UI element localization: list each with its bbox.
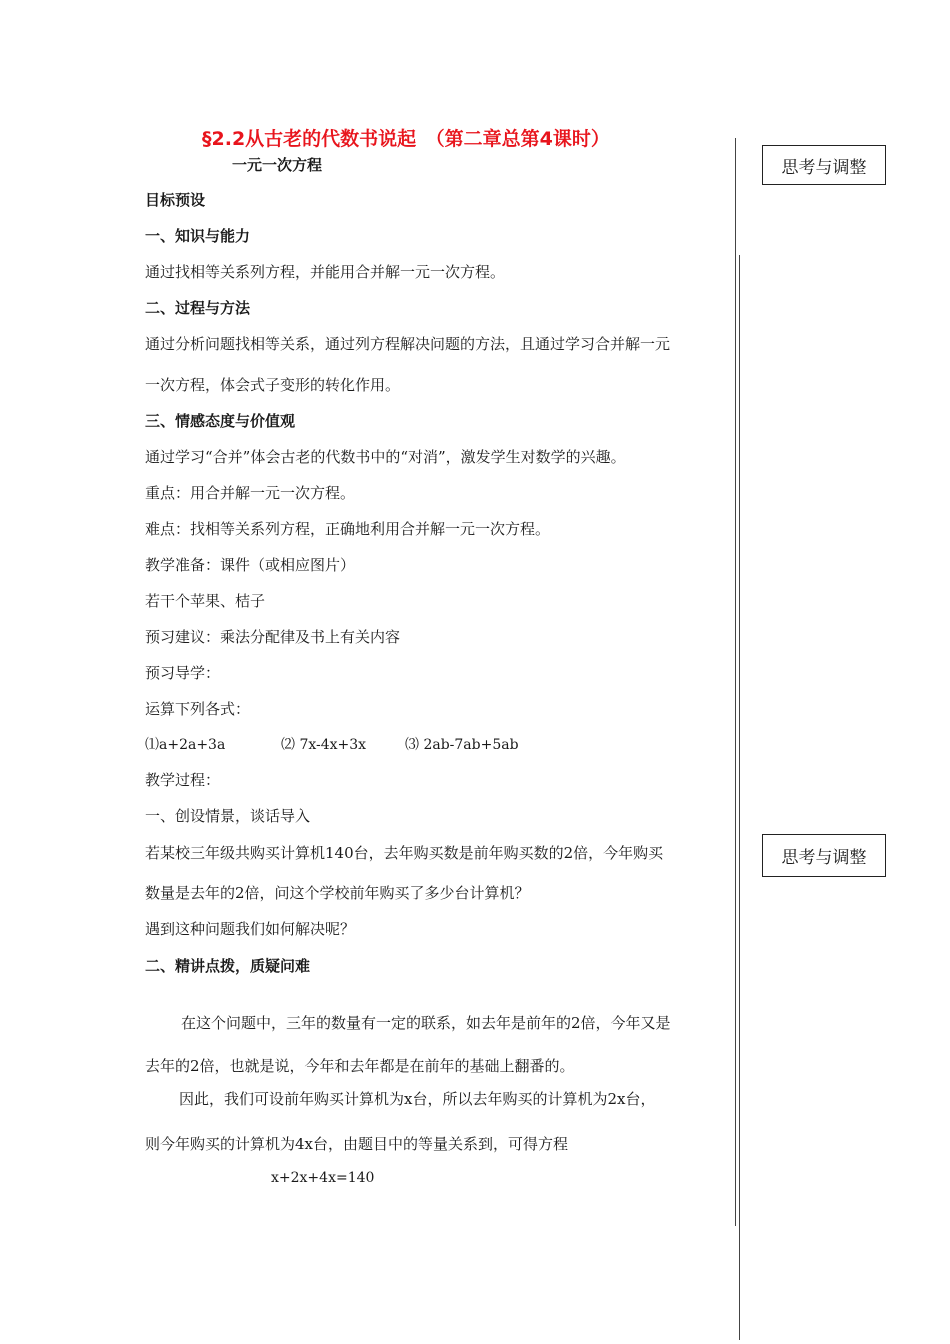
preview-suggestion: 预习建议：乘法分配律及书上有关内容: [145, 628, 401, 646]
preview-guide: 预习导学：: [145, 664, 221, 682]
part1-heading: 一、创设情景，谈话导入: [145, 807, 311, 825]
teaching-prep: 教学准备：课件（或相应图片）: [145, 556, 356, 574]
compute-label: 运算下列各式：: [145, 700, 251, 718]
section1-heading: 一、知识与能力: [145, 227, 251, 245]
process-label: 教学过程：: [145, 771, 221, 789]
section1-text: 通过找相等关系列方程，并能用合并解一元一次方程。: [145, 263, 506, 281]
page-subtitle: 一元一次方程: [232, 156, 323, 174]
part1-text-line2: 数量是去年的2倍，问这个学校前年购买了多少台计算机？: [145, 884, 530, 902]
part2-heading: 二、精讲点拨，质疑问难: [145, 957, 311, 975]
margin-rule-right: [739, 255, 740, 1340]
part1-text-line1: 若某校三年级共购买计算机140台，去年购买数是前年购买数的2倍，今年购买: [145, 844, 664, 862]
side-note-box-2: 思考与调整: [762, 834, 886, 877]
page-title: §2.2从古老的代数书说起 （第二章总第4课时）: [202, 128, 610, 150]
part2-text-line2: 去年的2倍，也就是说，今年和去年都是在前年的基础上翻番的。: [145, 1057, 575, 1075]
part2-text-line3: 因此，我们可设前年购买计算机为x台，所以去年购买的计算机为2x台，: [179, 1090, 656, 1108]
expression-2: ⑵ 7x-4x+3x: [281, 737, 367, 753]
part1-text-line3: 遇到这种问题我们如何解决呢？: [145, 920, 356, 938]
difficulty: 难点：找相等关系列方程，正确地利用合并解一元一次方程。: [145, 520, 551, 538]
part2-text-line1: 在这个问题中，三年的数量有一定的联系，如去年是前年的2倍，今年又是: [181, 1014, 671, 1032]
section2-text-line2: 一次方程，体会式子变形的转化作用。: [145, 376, 401, 394]
key-point: 重点：用合并解一元一次方程。: [145, 484, 356, 502]
margin-rule-left: [735, 138, 736, 1226]
part2-text-line4: 则今年购买的计算机为4x台，由题目中的等量关系到，可得方程: [145, 1135, 569, 1153]
side-note-box-1: 思考与调整: [762, 145, 886, 185]
expression-1: ⑴a+2a+3a: [145, 737, 226, 753]
section2-heading: 二、过程与方法: [145, 299, 251, 317]
materials: 若干个苹果、桔子: [145, 592, 266, 610]
section3-heading: 三、情感态度与价值观: [145, 412, 296, 430]
goals-heading: 目标预设: [145, 191, 206, 209]
expression-3: ⑶ 2ab-7ab+5ab: [405, 737, 519, 753]
equation: x+2x+4x=140: [271, 1170, 375, 1186]
section3-text: 通过学习“合并”体会古老的代数书中的“对消”，激发学生对数学的兴趣。: [145, 448, 626, 466]
section2-text-line1: 通过分析问题找相等关系，通过列方程解决问题的方法，且通过学习合并解一元: [145, 335, 671, 353]
